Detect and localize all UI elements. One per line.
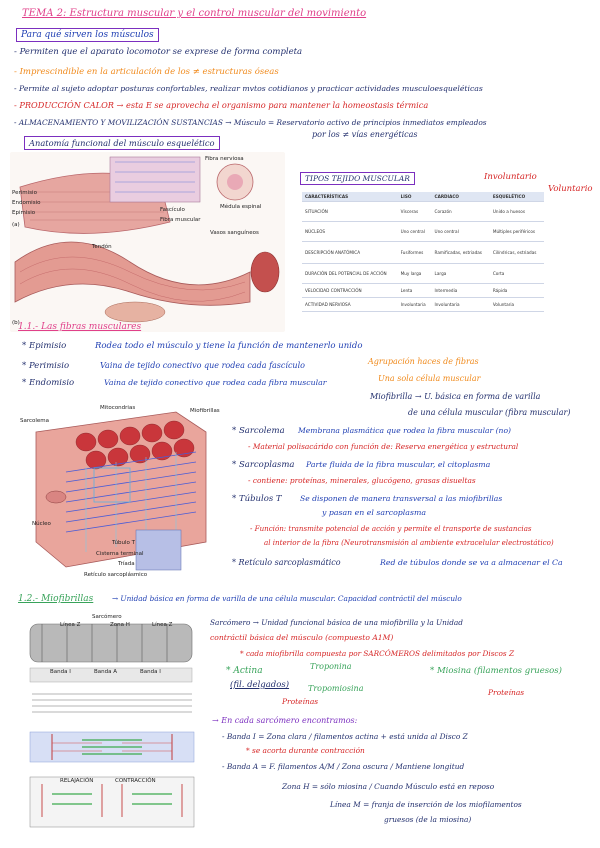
- fig-label-fasciculo: Fascículo: [160, 207, 185, 213]
- note-sarcolema-def: Membrana plasmática que rodea la fibra muscular (no): [298, 426, 511, 435]
- table-row: [302, 222, 544, 242]
- table-cell: VELOCIDAD CONTRACCIÓN: [302, 284, 398, 298]
- sarc-line-7: gruesos (de la miosina): [384, 815, 472, 824]
- table-cell: Muy larga: [398, 264, 432, 284]
- myo-label-relajacion: RELAJACIÓN: [60, 778, 94, 784]
- sarc-line-4: - Banda A = F. filamentos A/M / Zona oscura / Mantiene longitud: [222, 762, 465, 771]
- myo-label-zona-h: Zona H: [110, 622, 130, 628]
- section-types-heading: TIPOS TEJIDO MUSCULAR: [300, 172, 415, 185]
- fiber-def-endomisio: Vaina de tejido conectivo que rodea cada fibra muscular: [104, 378, 327, 387]
- table-header-cell: LISO: [398, 192, 432, 202]
- actina-term: * Actina: [226, 666, 263, 676]
- note-tubulos-func-2: al interior de la fibra (Neurotransmisión al ambiente extracelular electrostático): [264, 538, 554, 547]
- table-header-cell: CARDIACO: [432, 192, 490, 202]
- fig-label-perimisio: Perimisio: [12, 190, 37, 196]
- fiber-term-endomisio: * Endomisio: [22, 378, 75, 388]
- table-cell: Larga: [432, 264, 490, 284]
- proteinas-label-1: Proteínas: [282, 697, 319, 706]
- fig-label-a: (a): [12, 222, 20, 228]
- why-bullet-5: - ALMACENAMIENTO Y MOVILIZACIÓN SUSTANCIAS → Músculo = Reservatorio activo de principios inmediatos empleados: [14, 118, 487, 127]
- myo-label-banda-i-2: Banda I: [140, 669, 161, 675]
- myo-label-contraccion: CONTRACCIÓN: [115, 778, 156, 784]
- table-row: [302, 264, 544, 284]
- table-row: [302, 242, 544, 264]
- fiber-label-miofibrillas: Miofibrillas: [190, 408, 220, 414]
- table-cell: Intermedia: [432, 284, 490, 298]
- table-cell: Corazón: [432, 202, 490, 222]
- table-cell: Involuntaria: [398, 298, 432, 312]
- sarc-line-3: * se acorta durante contracción: [246, 746, 365, 755]
- table-cell: Corta: [490, 264, 544, 284]
- myo-label-banda-i-1: Banda I: [50, 669, 71, 675]
- table-cell: Fusiformes: [398, 242, 432, 264]
- note-tubulos-def: Se disponen de manera transversal a las miofibrillas: [300, 494, 503, 503]
- note-reticulo-term: * Retículo sarcoplasmático: [232, 558, 341, 567]
- proteinas-label-2: Proteínas: [488, 688, 525, 697]
- sarc-line-6: Línea M = franja de inserción de los miofilamentos: [330, 800, 522, 809]
- fiber-label-sarcolema: Sarcolema: [20, 418, 50, 424]
- table-cell: Cilíndricas, estriadas: [490, 242, 544, 264]
- note-reticulo-def: Red de túbulos donde se va a almacenar el Ca: [380, 558, 563, 567]
- table-row: [302, 298, 544, 312]
- sarc-line-2: - Banda I = Zona clara / filamentos actina + está unida al Disco Z: [222, 732, 468, 741]
- myo-label-linea-z-2: Línea Z: [152, 622, 173, 628]
- table-cell: Rápida: [490, 284, 544, 298]
- table-cell: Lenta: [398, 284, 432, 298]
- myo-label-sarcomero: Sarcómero: [92, 614, 122, 620]
- table-header-cell: ESQUELÉTICO: [490, 192, 544, 202]
- muscle-anatomy-figure: [10, 152, 285, 332]
- fiber-def-perimisio: Vaina de tejido conectivo que rodea cada fascículo: [100, 361, 305, 370]
- fiber-note-endomisio: Una sola célula muscular: [378, 374, 481, 383]
- myo-label-linea-z-1: Línea Z: [60, 622, 81, 628]
- table-cell: ACTIVIDAD NERVIOSA: [302, 298, 398, 312]
- miofibrilla-def-2: de una célula muscular (fibra muscular): [408, 408, 571, 417]
- fig-label-b: (b): [12, 320, 20, 326]
- table-cell: DURACIÓN DEL POTENCIAL DE ACCIÓN: [302, 264, 398, 284]
- table-cell: Uno central: [432, 222, 490, 242]
- table-cell: SITUACIÓN: [302, 202, 398, 222]
- note-tubulos-cont: y pasan en el sarcoplasma: [322, 508, 426, 517]
- table-header-row: [302, 192, 544, 202]
- table-row: [302, 202, 544, 222]
- sarcomero-def-3: * cada miofibrilla compuesta por SARCÓMEROS delimitados por Discos Z: [240, 649, 515, 658]
- fiber-label-cisterna: Cisterna terminal: [96, 551, 144, 557]
- fiber-term-perimisio: * Perimisio: [22, 361, 70, 371]
- tropomiosina-label: Tropomiosina: [308, 684, 364, 693]
- fiber-term-epimisio: * Epimisio: [22, 341, 67, 351]
- annotation-involuntary: Involuntario: [484, 172, 537, 182]
- muscle-types-table: [302, 192, 544, 312]
- fiber-label-mitocondrias: Mitocondrias: [100, 405, 136, 411]
- miosina-term: * Miosina (filamentos gruesos): [430, 666, 562, 676]
- table-cell: DESCRIPCIÓN ANATÓMICA: [302, 242, 398, 264]
- sarcomero-def-2: contráctil básica del músculo (compuesto A1M): [210, 633, 394, 642]
- why-bullet-5-cont: por los ≠ vías energéticas: [312, 130, 418, 139]
- muscle-anatomy-illustration: [10, 152, 285, 332]
- note-sarcoplasma-term: * Sarcoplasma: [232, 460, 295, 470]
- table-cell: Unido a huesos: [490, 202, 544, 222]
- myo-label-banda-a: Banda A: [94, 669, 118, 675]
- why-bullet-4: - PRODUCCIÓN CALOR → esta E se aprovecha el organismo para mantener la homeostasis térmica: [14, 100, 429, 110]
- table-cell: Vísceras: [398, 202, 432, 222]
- myofibrils-def: → Unidad básica en forma de varilla de una célula muscular. Capacidad contráctil del músculo: [112, 594, 462, 603]
- table-cell: Uno central: [398, 222, 432, 242]
- note-sarcolema-detail: - Material polisacárido con función de: Reserva energética y estructural: [248, 442, 519, 451]
- section-myofibrils-heading: 1.2.- Miofibrillas: [18, 594, 94, 604]
- sarc-line-5: Zona H = sólo miosina / Cuando Músculo está en reposo: [282, 782, 495, 791]
- page-title: TEMA 2: Estructura muscular y el control muscular del movimiento: [22, 8, 367, 19]
- fig-label-fibra: Fibra muscular: [160, 217, 201, 223]
- troponina-label: Troponina: [310, 662, 352, 671]
- table-cell: Involuntaria: [432, 298, 490, 312]
- note-sarcolema-term: * Sarcolema: [232, 426, 285, 436]
- why-bullet-3: - Permite al sujeto adoptar posturas confortables, realizar mvtos cotidianos y practicar actividades musculoesqueléticas: [14, 84, 483, 93]
- sarc-line-1: → En cada sarcómero encontramos:: [212, 716, 358, 725]
- myofibril-illustration: [22, 612, 202, 832]
- annotation-voluntary: Voluntario: [548, 184, 593, 194]
- actina-sub: (fil. delgados): [230, 680, 290, 690]
- note-tubulos-term: * Túbulos T: [232, 494, 282, 504]
- miofibrilla-def: Miofibrilla → U. básica en forma de varilla: [370, 392, 541, 401]
- why-bullet-1: - Permiten que el aparato locomotor se exprese de forma completa: [14, 47, 303, 57]
- section-fibers-heading: 1.1.- Las fibras musculares: [18, 322, 142, 332]
- fig-label-endomisio: Endomisio: [12, 200, 41, 206]
- table-cell: Múltiples periféricos: [490, 222, 544, 242]
- sarcomero-def: Sarcómero → Unidad funcional básica de una miofibrilla y la Unidad: [210, 618, 463, 627]
- section-anatomy-heading: Anatomía funcional del músculo esquelético: [24, 136, 220, 150]
- fig-label-vasos: Vasos sanguíneos: [210, 230, 259, 236]
- fiber-label-triada: Tríada: [118, 561, 135, 567]
- fiber-def-epimisio: Rodea todo el músculo y tiene la función de mantenerlo unido: [95, 341, 363, 351]
- why-bullet-2: - Imprescindible en la articulación de los ≠ estructuras óseas: [14, 67, 279, 77]
- fig-label-fibra-nerviosa: Fibra nerviosa: [205, 156, 244, 162]
- fiber-note-perimisio: Agrupación haces de fibras: [368, 357, 479, 366]
- table-cell: Voluntaria: [490, 298, 544, 312]
- table-row: [302, 284, 544, 298]
- note-sarcoplasma-detail: - contiene: proteínas, minerales, glucógeno, grasas disueltas: [248, 476, 476, 485]
- table-cell: Ramificadas, estriadas: [432, 242, 490, 264]
- myofibril-figure: [22, 612, 202, 832]
- note-sarcoplasma-def: Parte fluida de la fibra muscular, el citoplasma: [306, 460, 491, 469]
- fig-label-epimisio: Epimisio: [12, 210, 36, 216]
- fiber-label-reticulo: Retículo sarcoplásmico: [84, 572, 148, 578]
- fig-label-medula: Médula espinal: [220, 204, 262, 210]
- section-why-heading: Para qué sirven los músculos: [16, 28, 159, 42]
- fig-label-tendon: Tendón: [92, 244, 112, 250]
- table-header-cell: CARACTERÍSTICAS: [302, 192, 398, 202]
- fiber-label-nucleo: Núcleo: [32, 521, 51, 527]
- note-tubulos-func: - Función: transmite potencial de acción y permite el transporte de sustancias: [250, 524, 532, 533]
- table-cell: NÚCLEOS: [302, 222, 398, 242]
- fiber-label-tubulo-t: Túbulo T: [112, 540, 135, 546]
